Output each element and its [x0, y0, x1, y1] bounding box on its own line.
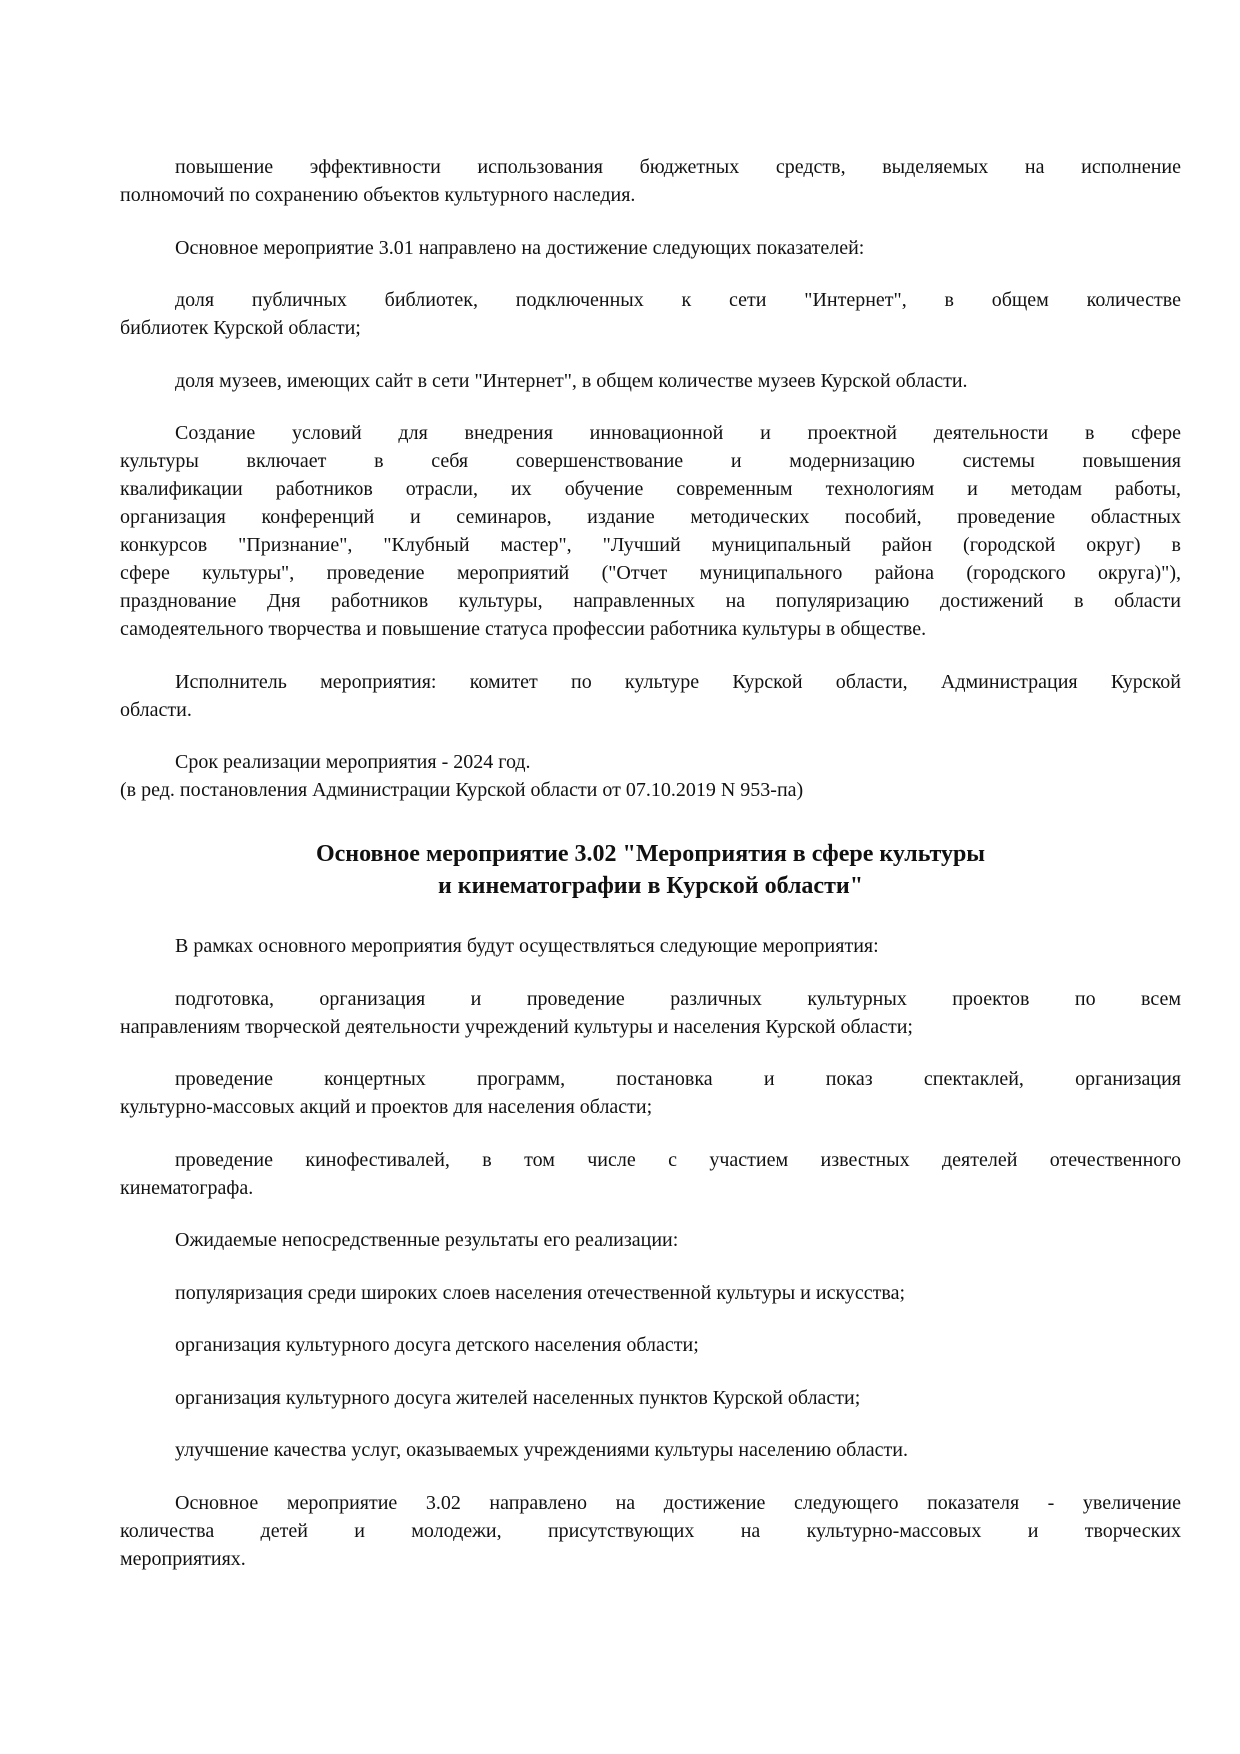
paragraph-line: популяризация среди широких слоев населения отечественной культуры и искусства; [175, 1281, 905, 1304]
paragraph-line: квалификации работников отрасли, их обучение современным технологиям и методам работы, [120, 478, 1181, 500]
paragraph-line: Создание условий для внедрения инновационной и проектной деятельности в сфере [175, 422, 1181, 444]
paragraph-line: культуры включает в себя совершенствование и модернизацию системы повышения [120, 450, 1181, 472]
paragraph-line: Ожидаемые непосредственные результаты его реализации: [175, 1229, 679, 1251]
paragraph-line: Основное мероприятие 3.01 направлено на достижение следующих показателей: [175, 236, 865, 259]
paragraph [120, 286, 1181, 342]
paragraph [120, 419, 1181, 643]
amendment-note: (в ред. постановления Администрации Курской области от 07.10.2019 N 953-па) [120, 779, 804, 801]
paragraph-line: доля музеев, имеющих сайт в сети "Интернет", в общем количестве музеев Курской области. [175, 369, 968, 392]
term-paragraph [120, 748, 1181, 804]
paragraph-line: библиотек Курской области; [120, 317, 361, 339]
paragraph-line: кинематографа. [120, 1176, 254, 1199]
paragraph [120, 234, 1181, 262]
paragraph-line: празднование Дня работников культуры, направленных на популяризацию достижений в области [120, 590, 1181, 612]
paragraph [120, 1436, 1181, 1464]
paragraph-line: организация конференций и семинаров, издание методических пособий, проведение областных [120, 506, 1181, 528]
paragraph-line: самодеятельного творчества и повышение статуса профессии работника культуры в обществе. [120, 618, 927, 640]
paragraph-line: повышение эффективности использования бюджетных средств, выделяемых на исполнение [175, 156, 1181, 178]
paragraph-line: улучшение качества услуг, оказываемых учреждениями культуры населению области. [175, 1439, 908, 1461]
paragraph-line: В рамках основного мероприятия будут осуществляться следующие мероприятия: [175, 935, 879, 957]
paragraph-line: культурно-массовых акций и проектов для населения области; [120, 1096, 653, 1118]
document-page [120, 153, 1181, 1597]
paragraph-line: проведение концертных программ, постановка и показ спектаклей, организация [175, 1068, 1181, 1090]
section-heading [120, 838, 1181, 902]
paragraph-line: области. [120, 698, 192, 721]
paragraph-line: проведение кинофестивалей, в том числе с участием известных деятелей отечественного [175, 1148, 1181, 1171]
heading-line-1: Основное мероприятие 3.02 "Мероприятия в сфере культуры [315, 841, 986, 867]
paragraph-line: мероприятиях. [120, 1547, 246, 1570]
paragraph-line: Исполнитель мероприятия: комитет по культуре Курской области, Администрация Курской [175, 670, 1181, 693]
paragraph [120, 1065, 1181, 1121]
paragraph [120, 1279, 1181, 1307]
paragraph-line: направлениям творческой деятельности учреждений культуры и населения Курской области; [120, 1015, 913, 1038]
paragraph [120, 1489, 1181, 1573]
term-text: Срок реализации мероприятия - 2024 год. [175, 751, 531, 773]
paragraph [120, 367, 1181, 395]
paragraph-line: доля публичных библиотек, подключенных к сети "Интернет", в общем количестве [175, 289, 1181, 311]
paragraph [120, 1146, 1181, 1202]
paragraph-line: количества детей и молодежи, присутствующих на культурно-массовых и творческих [120, 1519, 1181, 1542]
paragraphs-after [120, 932, 1181, 1573]
paragraph [120, 1331, 1181, 1359]
paragraph [120, 1384, 1181, 1412]
paragraph-line: организация культурного досуга жителей населенных пунктов Курской области; [175, 1386, 861, 1409]
paragraph-line: конкурсов "Признание", "Клубный мастер", "Лучший муниципальный район (городской округ) в [120, 534, 1181, 556]
heading-line-2: и кинематографии в Курской области" [437, 873, 864, 899]
paragraph-line: сфере культуры", проведение мероприятий ("Отчет муниципального района (городского округа)"), [120, 562, 1181, 584]
paragraph-line: подготовка, организация и проведение различных культурных проектов по всем [175, 987, 1181, 1010]
paragraph [120, 985, 1181, 1041]
paragraph [120, 668, 1181, 724]
paragraph-line: полномочий по сохранению объектов культурного наследия. [120, 184, 636, 206]
paragraph [120, 153, 1181, 209]
paragraph [120, 932, 1181, 960]
paragraph-line: организация культурного досуга детского населения области; [175, 1334, 699, 1356]
paragraph [120, 1226, 1181, 1254]
paragraph-line: Основное мероприятие 3.02 направлено на достижение следующего показателя - увеличение [175, 1491, 1181, 1514]
paragraphs-before [120, 153, 1181, 724]
